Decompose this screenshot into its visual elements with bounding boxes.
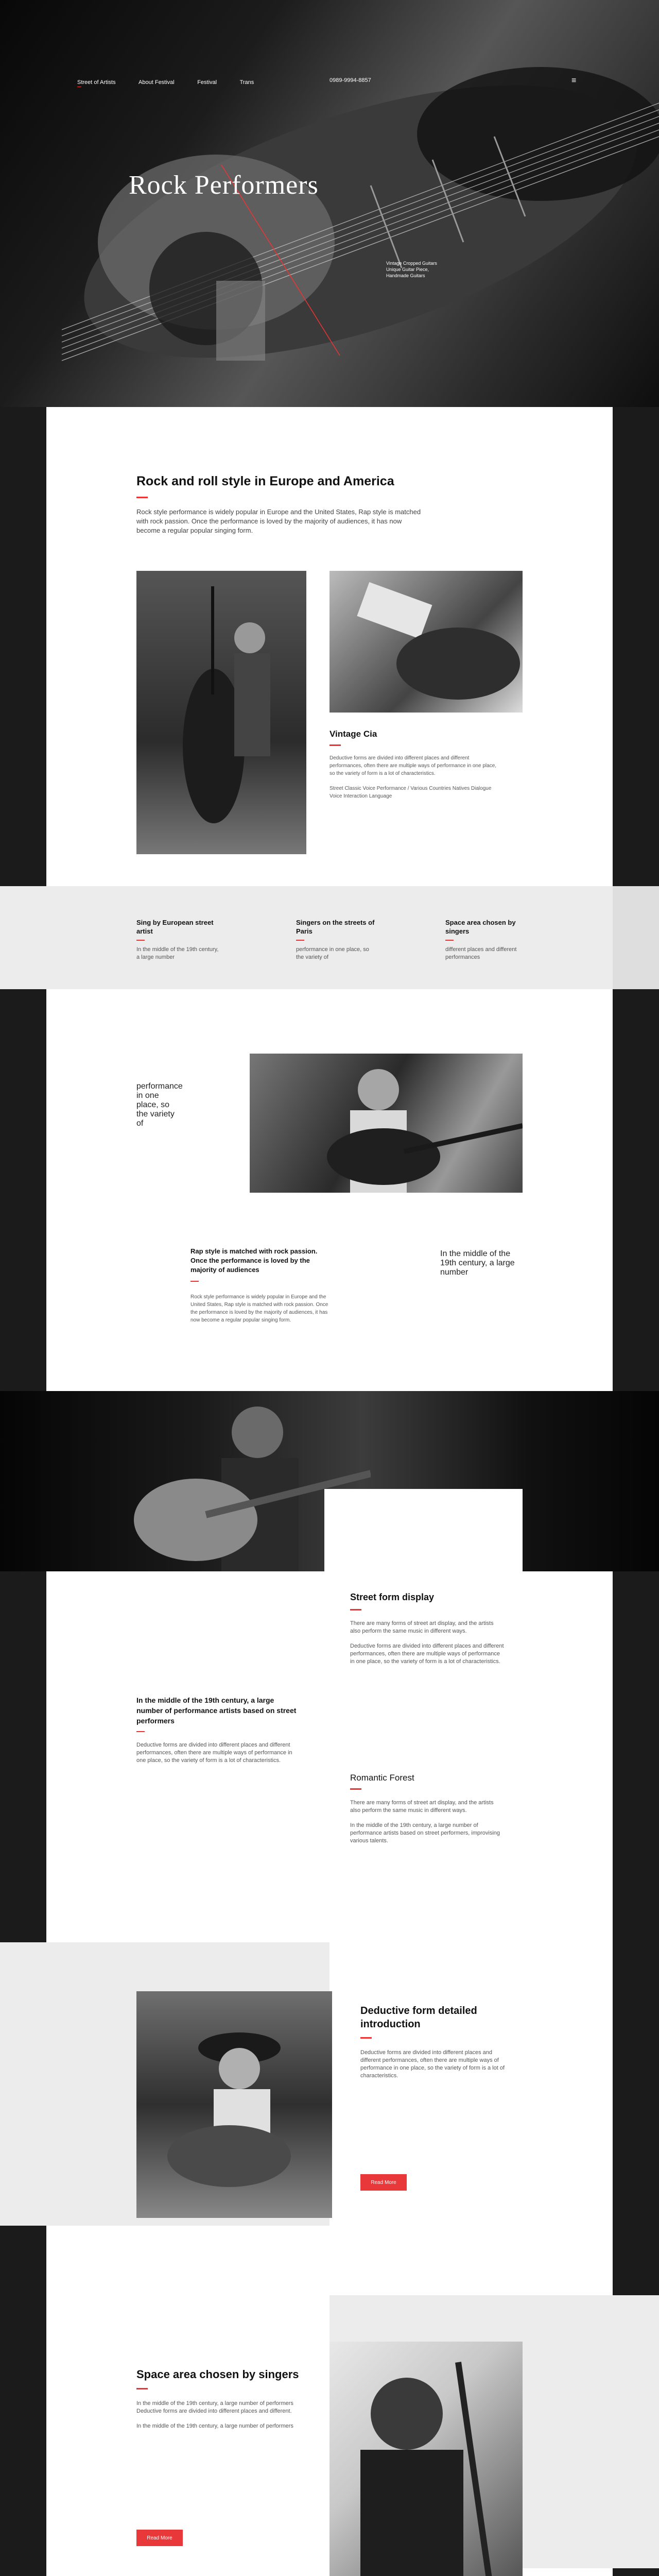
space-text-1: In the middle of the 19th century, a large number of performers Deductive forms are divided into different places and different.: [136, 2400, 293, 2414]
vintage-block: [330, 728, 499, 800]
nav-item-festival[interactable]: Festival: [197, 79, 217, 86]
feature-2-red-line: [296, 940, 304, 941]
features-band-edge: [613, 886, 659, 989]
street-title: Street form display: [350, 1592, 435, 1602]
hero-banner: [0, 0, 659, 407]
space-read-more-button[interactable]: Read More: [136, 2530, 183, 2546]
intro-section: [136, 473, 425, 535]
street-left-title: In the middle of the 19th century, a large number of performance artists based on street performers: [136, 1696, 297, 1725]
vintage-small-text: Street Classic Voice Performance / Various Countries Natives Dialogue Voice Interaction Language: [330, 786, 492, 799]
intro-text: Rock style performance is widely popular in Europe and the United States, Rap style is matched with rock passion. Once the performance is loved by the majority of audiences, it has now become a regular popular singing form.: [136, 508, 421, 534]
feature-3-title: Space area chosen by singers: [445, 919, 516, 935]
forest-block: [350, 1772, 505, 1845]
rap-block: [190, 1247, 335, 1324]
forest-text-2: In the middle of the 19th century, a large number of performance artists based on street performers, improvising various talents.: [350, 1822, 500, 1844]
intro-red-line: [136, 497, 148, 498]
vintage-text: Deductive forms are divided into different places and different performances, often there are multiple ways of performance in one place, so the variety of form is a lot of characteristics.: [330, 755, 497, 776]
nav-phone[interactable]: 0989-9994-8857: [330, 77, 371, 83]
acoustic-guitar-player-photo: [250, 1054, 523, 1193]
deductive-title: Deductive form detailed introduction: [360, 2005, 477, 2030]
hero-title: Rock Performers: [129, 171, 319, 200]
space-block: [136, 2367, 301, 2430]
space-red-line: [136, 2388, 148, 2389]
space-title: Space area chosen by singers: [136, 2368, 299, 2381]
feature-2-title: Singers on the streets of Paris: [296, 919, 375, 935]
double-bass-player-photo: [136, 571, 306, 854]
vintage-red-line: [330, 744, 341, 746]
forest-text-1: There are many forms of street art display, and the artists also perform the same music in different ways.: [350, 1800, 494, 1814]
feature-3-text: different places and different performances: [445, 946, 517, 960]
nav-item-street-of-artists[interactable]: Street of Artists: [77, 79, 116, 86]
vintage-title: Vintage Cia: [330, 729, 377, 739]
street-left-block: [136, 1695, 301, 1765]
rap-red-line: [190, 1281, 199, 1282]
street-text-1: There are many forms of street art display, and the artists also perform the same music in different ways.: [350, 1620, 494, 1634]
feature-2-text: performance in one place, so the variety of: [296, 946, 369, 960]
street-left-red-line: [136, 1731, 145, 1732]
feature-3: [445, 918, 528, 961]
hand-guitar-photo: [330, 571, 523, 713]
feature-2: [296, 918, 378, 961]
feature-1-title: Sing by European street artist: [136, 919, 214, 935]
deductive-text: Deductive forms are divided into different places and different performances, often there are multiple ways of performance in one place, so the variety of form is a lot of characteristics.: [360, 2049, 505, 2079]
feature-1: [136, 918, 219, 961]
hat-guitarist-photo: [136, 1991, 332, 2218]
main-nav: [77, 77, 274, 87]
bassist-photo: [330, 2342, 523, 2576]
nav-item-about-festival[interactable]: About Festival: [138, 79, 175, 86]
nav-item-trans[interactable]: Trans: [239, 79, 254, 86]
hero-note: Vintage Cropped Guitars Unique Guitar Piece, Handmade Guitars: [386, 261, 437, 278]
rap-side-text: In the middle of the 19th century, a large number: [440, 1249, 515, 1277]
forest-title: Romantic Forest: [350, 1773, 414, 1783]
rap-body: Rock style performance is widely popular in Europe and the United States, Rap style is matched with rock passion. Once the performance is loved by the majority of audiences, it has now become a regular popular singing form.: [190, 1294, 328, 1323]
deductive-block: [360, 2004, 510, 2080]
menu-icon[interactable]: ≡: [571, 76, 577, 85]
feature-1-red-line: [136, 940, 145, 941]
forest-red-line: [350, 1788, 361, 1790]
deductive-red-line: [360, 2037, 372, 2039]
intro-title: Rock and roll style in Europe and America: [136, 474, 394, 488]
space-text-2: In the middle of the 19th century, a large number of performers: [136, 2423, 293, 2429]
street-left-text: Deductive forms are divided into different places and different performances, often there are multiple ways of performance in one place, so the variety of form is a lot of characteristics.: [136, 1742, 292, 1764]
feature-3-red-line: [445, 940, 454, 941]
feature-1-text: In the middle of the 19th century, a large number: [136, 946, 219, 960]
rap-left-text: performance in one place, so the variety of: [136, 1082, 183, 1128]
rap-title: Rap style is matched with rock passion. Once the performance is loved by the majority of audiences: [190, 1247, 318, 1274]
hero-guitar-image: [0, 0, 659, 407]
street-text-2: Deductive forms are divided into different places and different performances, often there are multiple ways of performance in one place, so the variety of form is a lot of characteristics.: [350, 1643, 504, 1665]
street-block: [350, 1592, 505, 1666]
deductive-read-more-button[interactable]: Read More: [360, 2174, 407, 2191]
street-red-line: [350, 1609, 361, 1611]
